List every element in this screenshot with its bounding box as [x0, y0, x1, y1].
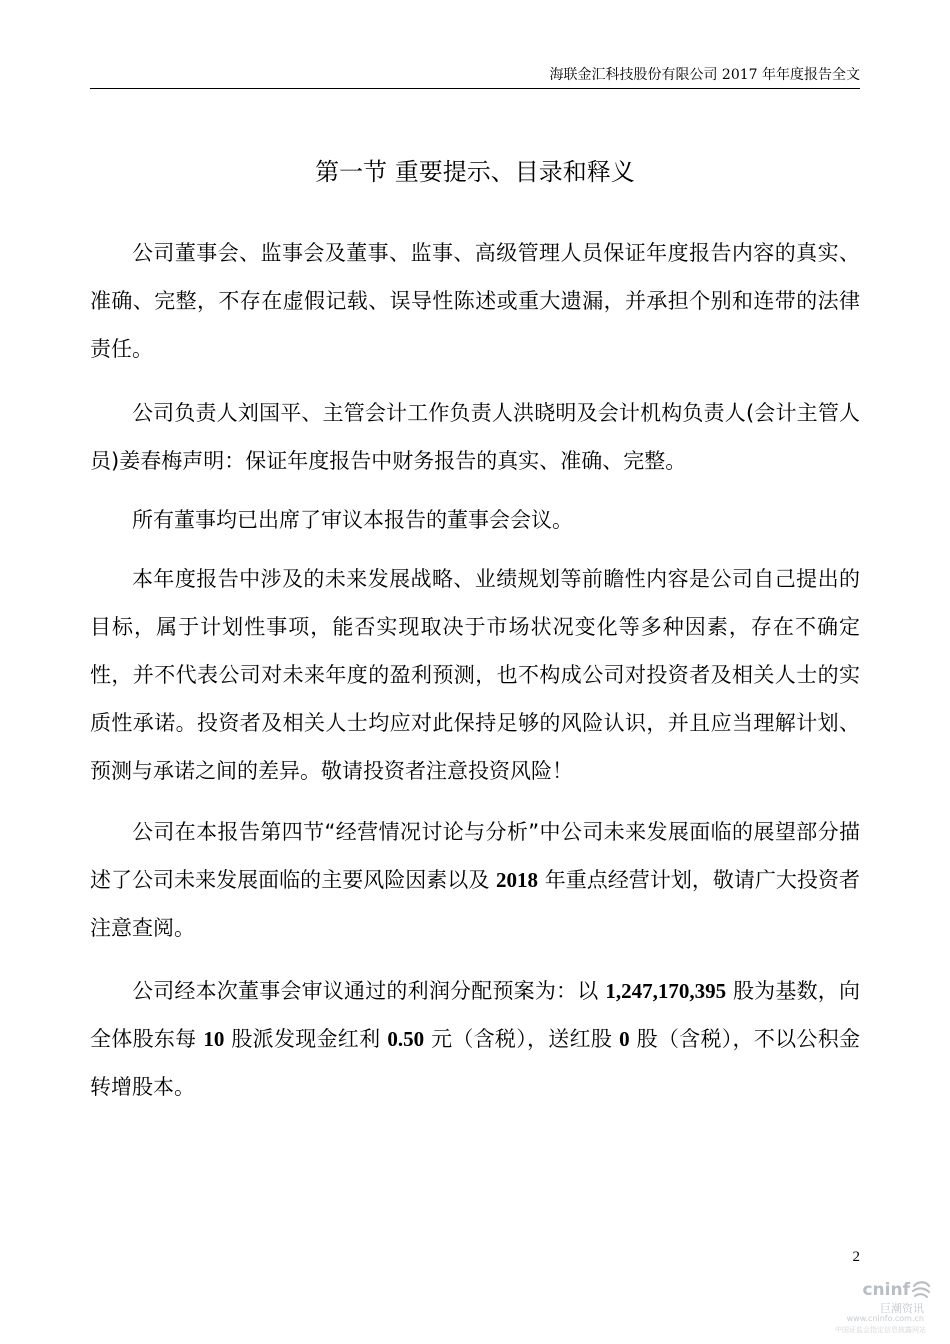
header-divider: [90, 88, 860, 89]
p6-text-5: 股（含税），不以公积金转增股本。: [90, 1027, 860, 1099]
watermark-cn-name: 巨潮资讯: [880, 1302, 924, 1315]
paragraph-forward-looking-risk: 本年度报告中涉及的未来发展战略、业绩规划等前瞻性内容是公司自己提出的目标，属于计划性事项，能否实现取决于市场状况变化等多种因素，存在不确定性，并不代表公司对未来年度的盈利预测，也不构成公司对投资者及相关人士的实质性承诺。投资者及相关人士均应对此保持足够的风险认识，并且应当理解计划、预测与承诺之间的差异。敬请投资者注意投资风险！: [90, 567, 860, 783]
p6-text-4: 元（含税），送红股: [424, 1027, 620, 1051]
paragraph-risk-factors-reference: [90, 808, 860, 952]
p6-text-1: 公司经本次董事会审议通过的利润分配预案为：以: [132, 979, 606, 1003]
paragraph-financial-declaration: 公司负责人刘国平、主管会计工作负责人洪晓明及会计机构负责人(会计主管人员)姜春梅声明：保证年度报告中财务报告的真实、准确、完整。: [90, 401, 860, 473]
running-header: 海联金汇科技股份有限公司 2017 年年度报告全文: [549, 67, 860, 83]
p6-base-shares: 1,247,170,395: [605, 979, 727, 1003]
paragraph-board-attendance: 所有董事均已出席了审议本报告的董事会会议。: [132, 508, 573, 532]
p6-text-3: 股派发现金红利: [224, 1027, 388, 1051]
cninfo-watermark: [822, 1278, 932, 1336]
p5-text-after: 年重点经营计划，敬请广大投资者注意查阅。: [90, 868, 860, 940]
watermark-url: www.cninfo.com.cn: [846, 1314, 924, 1323]
p5-text-before: 公司在本报告第四节“经营情况讨论与分析”中公司未来发展面临的展望部分描述了公司未来发展面临的主要风险因素以及: [90, 820, 860, 892]
watermark-footer: 中国证监会指定信息披露网站: [835, 1326, 926, 1334]
page-number: 2: [852, 1249, 860, 1265]
paragraph-responsibility-statement: 公司董事会、监事会及董事、监事、高级管理人员保证年度报告内容的真实、准确、完整，不存在虚假记载、误导性陈述或重大遗漏，并承担个别和连带的法律责任。: [90, 241, 860, 361]
cninfo-swirl-icon: [910, 1278, 932, 1300]
p6-bonus-shares: 0: [619, 1027, 630, 1051]
p5-year: 2018: [496, 868, 539, 892]
watermark-brand: cninf: [862, 1280, 910, 1300]
paragraph-profit-distribution: [90, 967, 860, 1111]
section-title: 第一节 重要提示、目录和释义: [315, 158, 635, 186]
p6-cash-dividend: 0.50: [387, 1027, 425, 1051]
p6-per-shares: 10: [203, 1027, 225, 1051]
p6-text-2: 股为基数，向全体股东每: [90, 979, 860, 1051]
